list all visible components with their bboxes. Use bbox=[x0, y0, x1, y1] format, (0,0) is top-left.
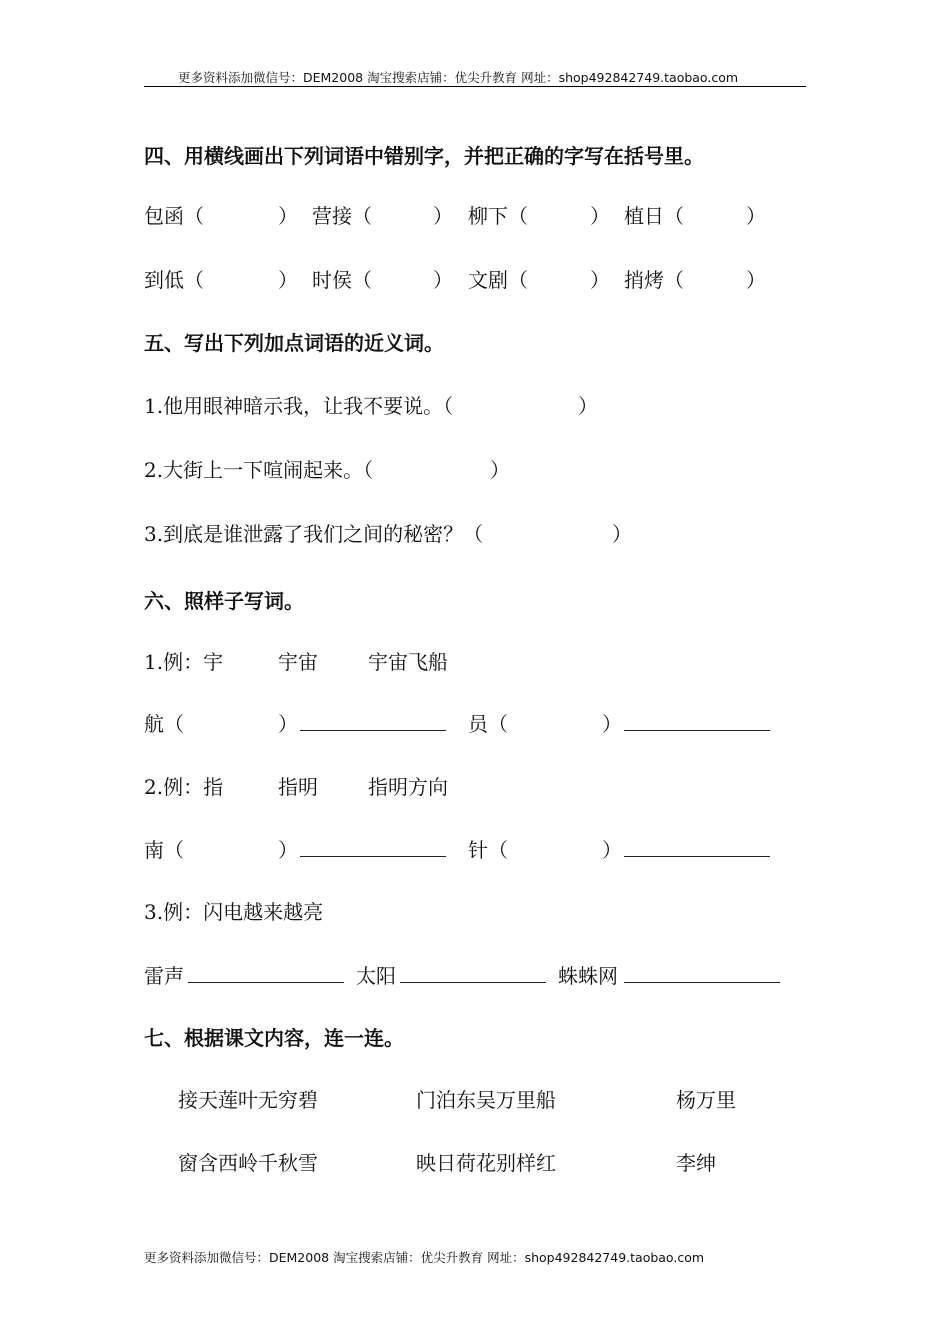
sec6-blank-nan-close: ） bbox=[278, 838, 298, 862]
page-footer: 更多资料添加微信号：DEM2008 淘宝搜索店铺：优尖升教育 网址：shop492842749.taobao.com bbox=[144, 1250, 705, 1265]
sec6-word-leisheng: 雷声 bbox=[144, 964, 184, 988]
sec6-blank-hang-close: ） bbox=[278, 712, 298, 736]
sec6-word-zhuzhuwang: 蛛蛛网 bbox=[558, 964, 618, 988]
sec6-blank-yuan-close: ） bbox=[602, 712, 622, 736]
sec4-item-5: 到低（ bbox=[144, 268, 204, 292]
sec6-blank-zhen-close: ） bbox=[602, 838, 622, 862]
sec6-example-3-label: 3.例：闪电越来越亮 bbox=[144, 900, 324, 924]
section-7-title: 七、根据课文内容，连一连。 bbox=[144, 1026, 404, 1050]
sec6-blank-nan: 南（ bbox=[144, 838, 184, 862]
sec4-item-2: 营接（ bbox=[312, 204, 372, 228]
answer-line[interactable] bbox=[400, 964, 546, 983]
sec4-close-4: ） bbox=[746, 204, 766, 228]
sec5-item-1: 1.他用眼神暗示我，让我不要说。（ bbox=[144, 394, 454, 418]
sec5-close-1: ） bbox=[578, 394, 598, 418]
match-col3-item-2[interactable]: 李绅 bbox=[676, 1151, 716, 1175]
sec5-item-3: 3.到底是谁泄露了我们之间的秘密？（ bbox=[144, 522, 484, 546]
sec6-blank-yuan: 员（ bbox=[468, 712, 508, 736]
sec4-item-6: 时侯（ bbox=[312, 268, 372, 292]
match-col2-item-1[interactable]: 门泊东吴万里船 bbox=[416, 1088, 556, 1112]
match-col2-item-2[interactable]: 映日荷花别样红 bbox=[416, 1151, 556, 1175]
header-rule bbox=[144, 86, 806, 87]
answer-line[interactable] bbox=[624, 712, 770, 731]
page-header: 更多资料添加微信号：DEM2008 淘宝搜索店铺：优尖升教育 网址：shop492842749.taobao.com bbox=[178, 70, 739, 85]
answer-line[interactable] bbox=[188, 964, 344, 983]
sec6-example-2-word2: 指明 bbox=[278, 775, 318, 799]
sec4-close-1: ） bbox=[278, 204, 298, 228]
sec4-close-6: ） bbox=[433, 268, 453, 292]
match-col3-item-1[interactable]: 杨万里 bbox=[676, 1088, 736, 1112]
answer-line[interactable] bbox=[624, 964, 780, 983]
answer-line[interactable] bbox=[624, 838, 770, 857]
section-5-title: 五、写出下列加点词语的近义词。 bbox=[144, 331, 444, 355]
sec6-example-1-label: 1.例：宇 bbox=[144, 650, 224, 674]
sec4-item-7: 文剧（ bbox=[468, 268, 528, 292]
sec6-blank-zhen: 针（ bbox=[468, 838, 508, 862]
sec4-close-5: ） bbox=[278, 268, 298, 292]
sec6-example-2-label: 2.例：指 bbox=[144, 775, 224, 799]
sec6-example-1-word3: 宇宙飞船 bbox=[368, 650, 448, 674]
answer-line[interactable] bbox=[300, 838, 446, 857]
sec6-blank-hang: 航（ bbox=[144, 712, 184, 736]
sec5-close-3: ） bbox=[612, 522, 632, 546]
sec4-item-4: 植日（ bbox=[624, 204, 684, 228]
sec4-item-3: 柳下（ bbox=[468, 204, 528, 228]
sec4-close-8: ） bbox=[746, 268, 766, 292]
sec6-word-taiyang: 太阳 bbox=[356, 964, 396, 988]
sec4-item-1: 包函（ bbox=[144, 204, 204, 228]
section-4-title: 四、用横线画出下列词语中错别字，并把正确的字写在括号里。 bbox=[144, 144, 704, 168]
sec4-close-7: ） bbox=[590, 268, 610, 292]
sec6-example-1-word2: 宇宙 bbox=[278, 650, 318, 674]
sec5-item-2: 2.大街上一下喧闹起来。（ bbox=[144, 458, 374, 482]
answer-line[interactable] bbox=[300, 712, 446, 731]
match-col1-item-2[interactable]: 窗含西岭千秋雪 bbox=[178, 1151, 318, 1175]
section-6-title: 六、照样子写词。 bbox=[144, 589, 304, 613]
sec4-item-8: 捎烤（ bbox=[624, 268, 684, 292]
sec4-close-3: ） bbox=[590, 204, 610, 228]
sec6-example-2-word3: 指明方向 bbox=[368, 775, 448, 799]
sec4-close-2: ） bbox=[433, 204, 453, 228]
sec5-close-2: ） bbox=[490, 458, 510, 482]
match-col1-item-1[interactable]: 接天莲叶无穷碧 bbox=[178, 1088, 318, 1112]
